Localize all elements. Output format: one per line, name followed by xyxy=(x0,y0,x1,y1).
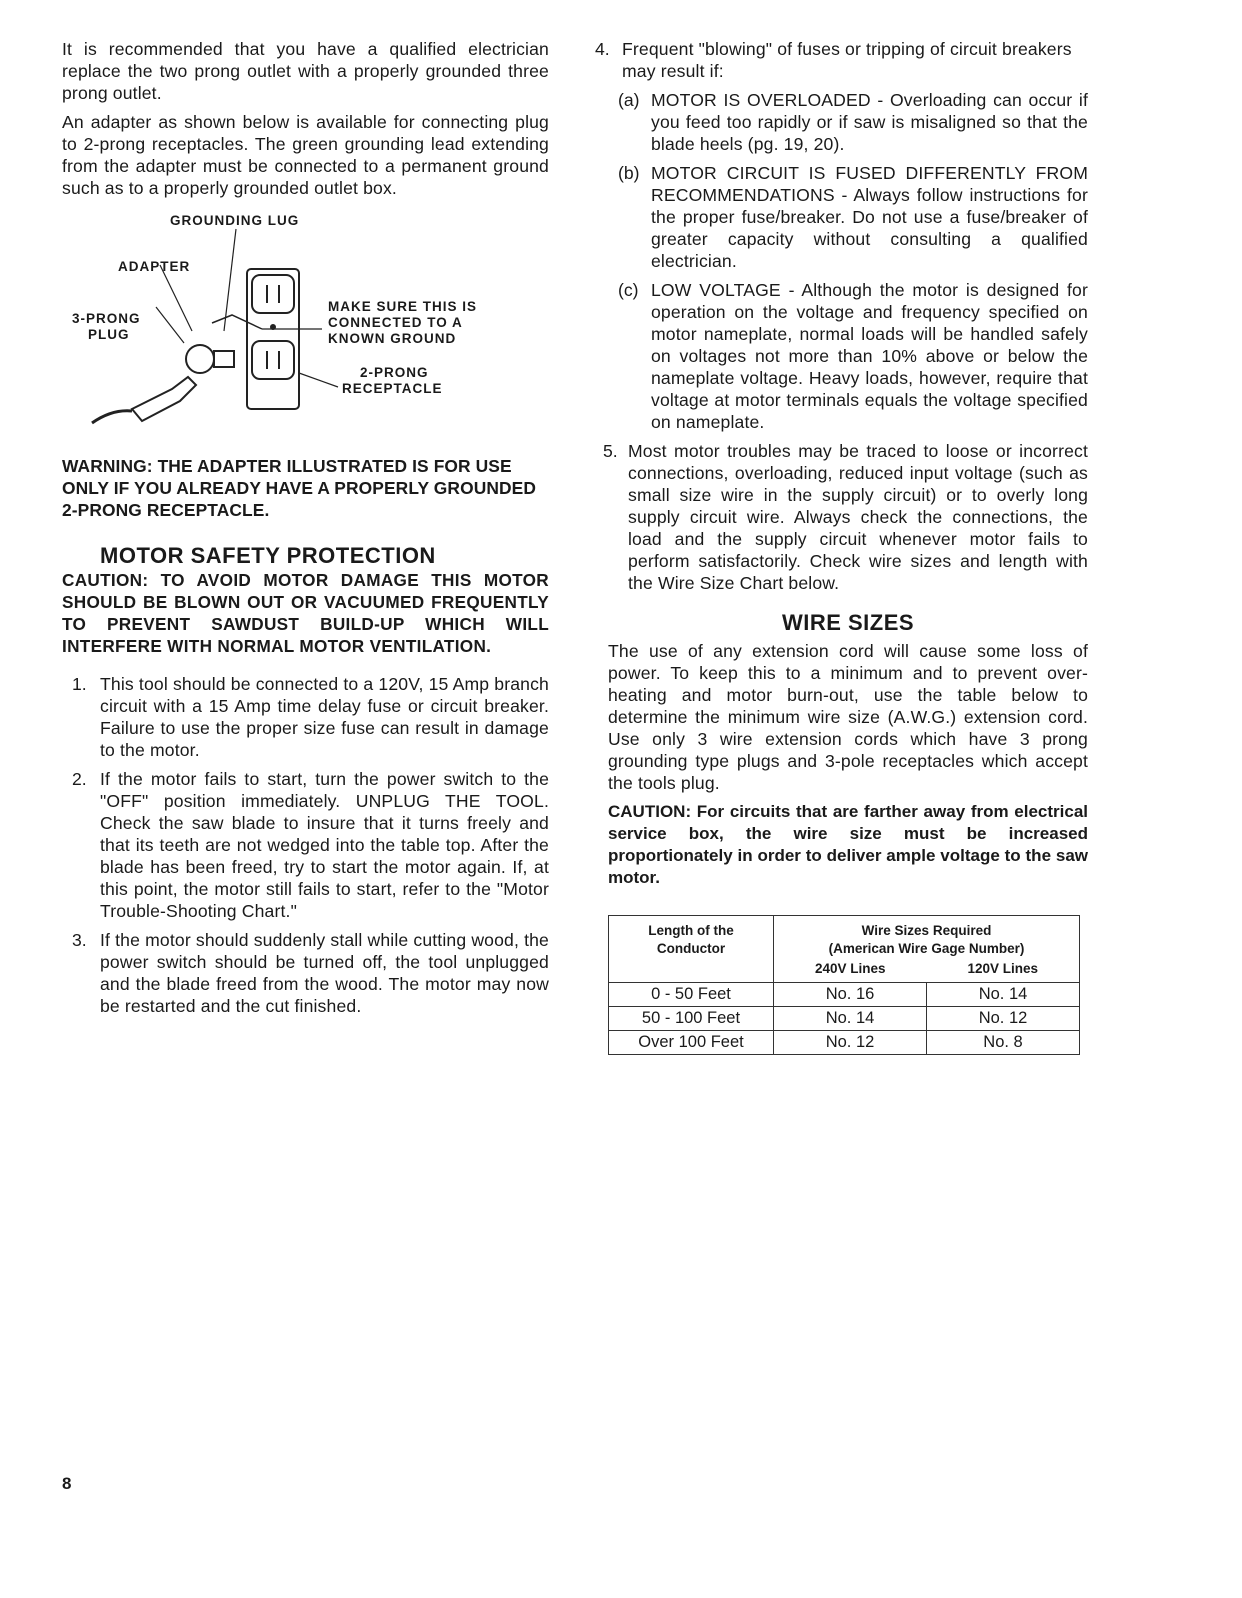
left-column xyxy=(62,38,549,1024)
grounding-lead xyxy=(212,315,262,329)
table-cell: 0 - 50 Feet xyxy=(609,983,774,1007)
sub-item-label: (b) xyxy=(618,163,640,183)
length-header-line: Conductor xyxy=(656,941,726,956)
item-number: 4. xyxy=(595,39,610,59)
three-prong-plug xyxy=(132,377,196,421)
wire-paragraph: The use of any extension cord will cause some loss of power. To keep this to a minimum and to prevent over-heating and motor burn-out, use the table below to determine the minimum wire size (A.W.G.) extension cord. Use only 3 wire extension cords which have 3 prong grounding type plugs and 3-pole receptacles which accept the tools plug. xyxy=(608,641,1088,793)
table-cell: No. 14 xyxy=(927,983,1080,1007)
adapter-illustration xyxy=(62,213,549,443)
wire-caution: CAUTION: For circuits that are farther away from electrical service box, the wire size must be increased proportionately in order to deliver ample voltage to the saw motor. xyxy=(608,802,1088,887)
intro-paragraph: It is recommended that you have a qualified electrician replace the two prong outlet with a properly grounded three prong outlet. xyxy=(62,39,549,103)
table-cell: Over 100 Feet xyxy=(609,1031,774,1055)
header-120v: 120V Lines xyxy=(927,958,1080,983)
motor-safety-title: MOTOR SAFETY PROTECTION xyxy=(100,543,436,568)
sizes-header-line: Wire Sizes Required xyxy=(861,923,992,938)
item-number: 1. xyxy=(72,674,87,694)
three-prong-label: 3-PRONG xyxy=(72,311,141,326)
wire-size-table xyxy=(608,915,1080,1055)
list-item xyxy=(62,929,549,1017)
lower-outlet xyxy=(252,341,294,379)
item-text: Most motor troubles may be traced to loose or incorrect connections, overloading, reduced input voltage (such as small size wire in the supply circuit) or to overly long supply circuit wire. Always check the connections, the load and the supply circuit whenever motor fails to perform satisfactorily. Check wire sizes and length with the Wire Size Chart below. xyxy=(628,441,1088,593)
make-sure-label: MAKE SURE THIS IS xyxy=(328,299,478,314)
item-text: If the motor fails to start, turn the power switch to the "OFF" position immediately. UNPLUG THE TOOL. Check the saw blade to insure that it turns freely and that its teeth are not wedged into the table top. After the blade has been freed, try to start the motor again. If, at this point, the motor still fails to start, refer to the "Motor Trouble-Shooting Chart." xyxy=(100,769,549,921)
wire-sizes-title: WIRE SIZES xyxy=(781,610,915,635)
connected-label: CONNECTED TO A xyxy=(328,315,463,330)
length-header xyxy=(609,916,774,983)
grounding-lug-label: GROUNDING LUG xyxy=(170,213,300,228)
table-row xyxy=(609,1007,1080,1031)
table-cell: No. 8 xyxy=(927,1031,1080,1055)
item-number: 5. xyxy=(603,441,618,461)
adapter-warning: WARNING: THE ADAPTER ILLUSTRATED IS FOR USE ONLY IF YOU ALREADY HAVE A PROPERLY GROUNDED 2-PRONG RECEPTACLE. xyxy=(62,456,537,520)
adapter-body xyxy=(186,345,214,373)
known-ground-label: KNOWN GROUND xyxy=(328,331,457,346)
table-cell: No. 16 xyxy=(774,983,927,1007)
receptacle-label: RECEPTACLE xyxy=(342,381,443,396)
motor-caution: CAUTION: TO AVOID MOTOR DAMAGE THIS MOTOR SHOULD BE BLOWN OUT OR VACUUMED FREQUENTLY TO PREVENT SAWDUST BUILD-UP WHICH WILL INTERFERE WITH NORMAL MOTOR VENTILATION. xyxy=(62,570,549,656)
adapter-diagram xyxy=(62,213,549,443)
item-number: 3. xyxy=(72,930,87,950)
length-header-line: Length of the xyxy=(648,923,734,938)
item-text: This tool should be connected to a 120V, 15 Amp branch circuit with a 15 Amp time delay fuse or circuit breaker. Failure to use the proper size fuse can result in damage to the motor. xyxy=(100,674,549,760)
sub-item-label: (a) xyxy=(618,90,640,110)
list-item xyxy=(62,768,549,922)
item-text: Frequent "blowing" of fuses or tripping of circuit breakers may result if: xyxy=(622,39,1072,81)
table-cell: No. 12 xyxy=(927,1007,1080,1031)
sub-item-text: MOTOR CIRCUIT IS FUSED DIFFERENTLY FROM RECOMMENDATIONS - Always follow instructions for the proper fuse/breaker. Do not use a fuse/breaker of greater capacity without consulting a qualified electrician. xyxy=(651,163,1088,271)
right-column xyxy=(595,38,1088,1055)
table-row xyxy=(609,1031,1080,1055)
sub-item-text: MOTOR IS OVERLOADED - Overloading can occur if you feed too rapidly or if saw is misaligned so that the blade heels (pg. 19, 20). xyxy=(651,90,1088,154)
motor-list xyxy=(62,673,549,1017)
list-item xyxy=(62,673,549,761)
sub-item xyxy=(608,279,1088,433)
sub-item xyxy=(608,162,1088,272)
adapter-paragraph: An adapter as shown below is available for connecting plug to 2-prong receptacles. The green grounding lead extending from the adapter must be connected to a permanent ground such as to a properly grounded outlet box. xyxy=(62,112,549,198)
receptacle-plate xyxy=(247,269,299,409)
table-row xyxy=(609,983,1080,1007)
two-prong-label: 2-PRONG xyxy=(360,365,429,380)
sizes-header xyxy=(774,916,1080,959)
sub-item xyxy=(608,89,1088,155)
sub-item-label: (c) xyxy=(618,280,639,300)
list-item xyxy=(603,440,1088,594)
table-cell: No. 12 xyxy=(774,1031,927,1055)
page-number: 8 xyxy=(62,1474,72,1493)
table-cell: No. 14 xyxy=(774,1007,927,1031)
item-number: 2. xyxy=(72,769,87,789)
table-cell: 50 - 100 Feet xyxy=(609,1007,774,1031)
sub-item-text: LOW VOLTAGE - Although the motor is designed for operation on the voltage and frequency specified on motor nameplate, normal loads will be handled safely on voltages not more than 10% above or below the nameplate voltage. Heavy loads, however, require that voltage at motor terminals equals the voltage specified on nameplate. xyxy=(651,280,1088,432)
sizes-header-line: (American Wire Gage Number) xyxy=(828,941,1025,956)
upper-outlet xyxy=(252,275,294,313)
plug-label: PLUG xyxy=(88,327,130,342)
list-item xyxy=(595,38,1088,82)
item-text: If the motor should suddenly stall while cutting wood, the power switch should be turned off, the tool unplugged and the blade freed from the wood. The motor may now be restarted and the cut finished. xyxy=(100,930,549,1016)
header-240v: 240V Lines xyxy=(774,958,927,983)
adapter-label: ADAPTER xyxy=(118,259,191,274)
